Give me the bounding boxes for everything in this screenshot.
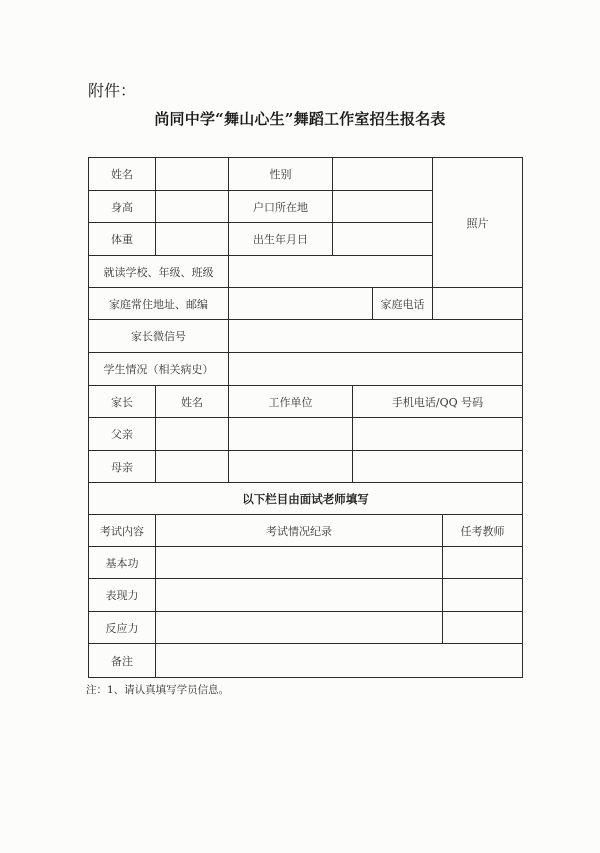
father-workplace-cell (228, 417, 353, 451)
remarks-label: 备注 (111, 654, 133, 668)
height-label: 身高 (111, 200, 133, 214)
examiner-section-heading-label: 以下栏目由面试老师填写 (242, 491, 369, 506)
hukou-value-cell (332, 190, 433, 223)
exam-row-expression-label: 表现力 (105, 589, 139, 602)
birthdate-value-cell (332, 222, 433, 256)
home-phone-label-cell (372, 287, 433, 320)
father-label: 父亲 (111, 428, 133, 441)
parents-header-workplace-label: 工作单位 (268, 395, 313, 409)
name-label: 姓名 (111, 168, 133, 181)
examiner-section-heading (88, 482, 523, 515)
exam-header-record-label: 考试情况纪录 (266, 524, 332, 538)
mother-workplace-cell (228, 450, 353, 483)
exam-row-basic-label-cell (88, 546, 156, 579)
exam-row-basic-record (155, 546, 443, 579)
school-label-cell (88, 255, 229, 288)
height-value-cell (155, 190, 229, 223)
exam-header-content (88, 514, 156, 547)
exam-row-reaction-teacher (442, 611, 523, 644)
health-label: 学生情况（相关病史） (103, 363, 214, 376)
address-label: 家庭常住地址、邮编 (109, 297, 208, 311)
father-name-cell (155, 417, 229, 451)
exam-header-teacher-label: 任考教师 (460, 524, 505, 538)
address-value-cell (228, 287, 373, 320)
health-value-cell (228, 352, 523, 386)
parents-header-name (155, 385, 229, 418)
parents-header-workplace (228, 385, 353, 418)
mother-label: 母亲 (111, 460, 133, 474)
hukou-label-cell (228, 190, 333, 223)
photo-cell (432, 157, 523, 288)
parent-wechat-label-cell (88, 319, 229, 353)
birthdate-label-cell (228, 222, 333, 256)
mother-name-cell (155, 450, 229, 483)
parents-header-relation (88, 385, 156, 418)
attachment-label: 附件： (88, 81, 137, 100)
exam-row-reaction-label: 反应力 (105, 621, 139, 635)
father-phone-cell (352, 417, 523, 451)
exam-header-teacher (442, 514, 523, 547)
form-title: 尚同中学“舞山心生”舞蹈工作室招生报名表 (154, 110, 446, 128)
exam-row-reaction-record (155, 611, 443, 644)
name-label-cell (88, 157, 156, 191)
hukou-label: 户口所在地 (253, 200, 308, 214)
gender-value-cell (332, 157, 433, 191)
exam-row-basic-label: 基本功 (105, 556, 139, 570)
exam-header-record (155, 514, 443, 547)
mother-phone-cell (352, 450, 523, 483)
weight-value-cell (155, 222, 229, 256)
remarks-value-cell (155, 643, 523, 678)
school-value-cell (228, 255, 433, 288)
remarks-label-cell (88, 643, 156, 678)
weight-label: 体重 (111, 233, 133, 246)
parent-wechat-value-cell (228, 319, 523, 353)
parents-header-name-label: 姓名 (181, 395, 203, 409)
exam-row-reaction-label-cell (88, 611, 156, 644)
height-label-cell (88, 190, 156, 223)
parents-header-phone-label: 手机电话/QQ 号码 (391, 395, 484, 409)
birthdate-label: 出生年月日 (253, 233, 308, 246)
exam-row-expression-teacher (442, 578, 523, 612)
parent-wechat-label: 家长微信号 (131, 330, 186, 343)
exam-row-basic-teacher (442, 546, 523, 579)
mother-label-cell (88, 450, 156, 483)
health-label-cell (88, 352, 229, 386)
gender-label: 性别 (269, 168, 292, 181)
exam-header-content-label: 考试内容 (100, 524, 144, 538)
exam-row-expression-label-cell (88, 578, 156, 612)
gender-label-cell (228, 157, 333, 191)
footnote: 注：1、请认真填写学员信息。 (86, 684, 230, 696)
parents-header-phone (352, 385, 523, 418)
home-phone-label: 家庭电话 (380, 297, 425, 311)
address-label-cell (88, 287, 229, 320)
exam-row-expression-record (155, 578, 443, 612)
father-label-cell (88, 417, 156, 451)
home-phone-value-cell (432, 287, 523, 320)
photo-label: 照片 (466, 216, 489, 230)
name-value-cell (155, 157, 229, 191)
parents-header-relation-label: 家长 (111, 395, 133, 409)
school-label: 就读学校、年级、班级 (103, 265, 214, 279)
weight-label-cell (88, 222, 156, 256)
